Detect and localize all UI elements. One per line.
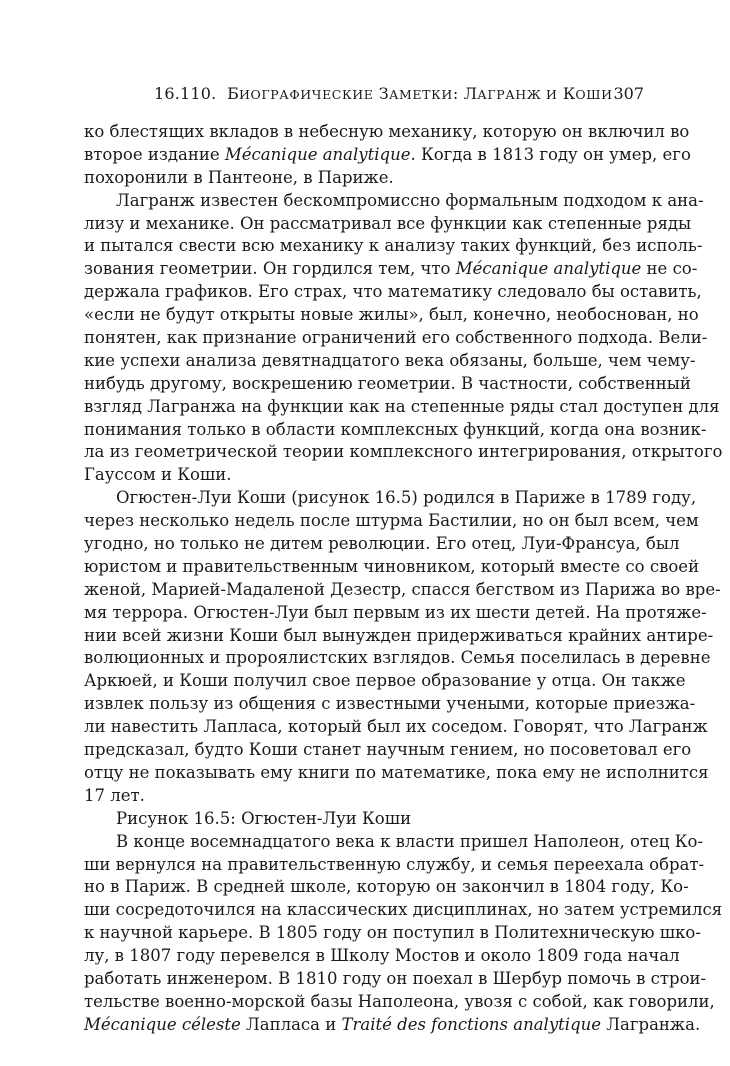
- text-line: похоронили в Пантеоне, в Париже.: [84, 167, 394, 187]
- text-line: волюционных и пророялистских взглядов. Семья поселилась в деревне: [84, 648, 711, 668]
- text-line: ли навестить Лапласа, который был их соседом. Говорят, что Лагранж: [84, 717, 708, 737]
- text-line: кие успехи анализа девятнадцатого века обязаны, больше, чем чему-: [84, 350, 696, 370]
- text-line: и пытался свести всю механику к анализу таких функций, без исполь-: [84, 236, 703, 256]
- text-line: Аркюей, и Коши получил свое первое образование у отца. Он также: [84, 671, 686, 691]
- text-line: Огюстен-Луи Коши (рисунок 16.5) родился в Париже в 1789 году,: [116, 488, 697, 508]
- text-line: второе издание Mécanique analytique. Когда в 1813 году он умер, его: [84, 144, 691, 164]
- text-line: В конце восемнадцатого века к власти пришел Наполеон, отец Ко-: [116, 831, 704, 851]
- text-line: мя террора. Огюстен-Луи был первым из их шести детей. На протяже-: [84, 602, 707, 622]
- text-line: тельстве военно-морской базы Наполеона, увозя с собой, как говорили,: [84, 991, 715, 1011]
- text-line: нии всей жизни Коши был вынужден придерживаться крайних антире-: [84, 625, 714, 645]
- text-line: зования геометрии. Он гордился тем, что Mécanique analytique не со-: [84, 259, 698, 279]
- text-line: предсказал, будто Коши станет научным гением, но посоветовал его: [84, 740, 692, 760]
- text-line: угодно, но только не дитем революции. Его отец, Луи-Франсуа, был: [84, 534, 680, 554]
- text-line: ши сосредоточился на классических дисциплинах, но затем устремился: [84, 900, 723, 920]
- text-line: извлек пользу из общения с известными учеными, которые приезжа-: [84, 694, 696, 714]
- text-line: нибудь другому, воскрешению геометрии. В частности, собственный: [84, 373, 691, 393]
- page-number: 307: [613, 84, 644, 103]
- text-line: женой, Марией-Мадаленой Дезестр, спасся бегством из Парижа во вре-: [84, 579, 721, 599]
- text-line: к научной карьере. В 1805 году он поступил в Политехническую шко-: [84, 923, 701, 943]
- text-line: Гауссом и Коши.: [84, 465, 232, 485]
- running-header: [84, 84, 644, 106]
- text-line: понятен, как признание ограничений его собственного подхода. Вели-: [84, 328, 708, 348]
- text-line: лу, в 1807 году перевелся в Школу Мостов и около 1809 года начал: [84, 946, 680, 966]
- text-line: но в Париж. В средней школе, которую он закончил в 1804 году, Ко-: [84, 877, 689, 897]
- text-line: «если не будут открыты новые жилы», был, конечно, необоснован, но: [84, 305, 699, 325]
- figure-caption: Рисунок 16.5: Огюстен-Луи Коши: [116, 808, 412, 828]
- text-line: Mécanique céleste Лапласа и Traité des fonctions analytique Лагранжа.: [84, 1014, 701, 1034]
- text-line: Лагранж известен бескомпромиссно формальным подходом к ана-: [116, 190, 704, 210]
- text-line: ши вернулся на правительственную службу, и семья переехала обрат-: [84, 854, 705, 874]
- text-line: ко блестящих вкладов в небесную механику, которую он включил во: [84, 122, 690, 141]
- text-line: юристом и правительственным чиновником, который вместе со своей: [84, 556, 700, 576]
- text-line: лизу и механике. Он рассматривал все функции как степенные ряды: [84, 213, 692, 233]
- text-line: понимания только в области комплексных функций, когда она возник-: [84, 419, 707, 439]
- text-line: взгляд Лагранжа на функции как на степенные ряды стал доступен для: [84, 396, 720, 416]
- text-line: 17 лет.: [84, 785, 145, 805]
- text-line: через несколько недель после штурма Бастилии, но он был всем, чем: [84, 511, 699, 531]
- body-text: [84, 121, 723, 1037]
- running-title: 16.110. БИОГРАФИЧЕСКИЕ ЗАМЕТКИ: ЛАГРАНЖ И КОШИ: [154, 84, 613, 103]
- text-line: работать инженером. В 1810 году он поехал в Шербур помочь в строи-: [84, 968, 707, 988]
- text-line: отцу не показывать ему книги по математике, пока ему не исполнится: [84, 762, 709, 782]
- text-line: ла из геометрической теории комплексного интегрирования, открытого: [84, 442, 723, 462]
- text-line: держала графиков. Его страх, что математику следовало бы оставить,: [84, 282, 702, 302]
